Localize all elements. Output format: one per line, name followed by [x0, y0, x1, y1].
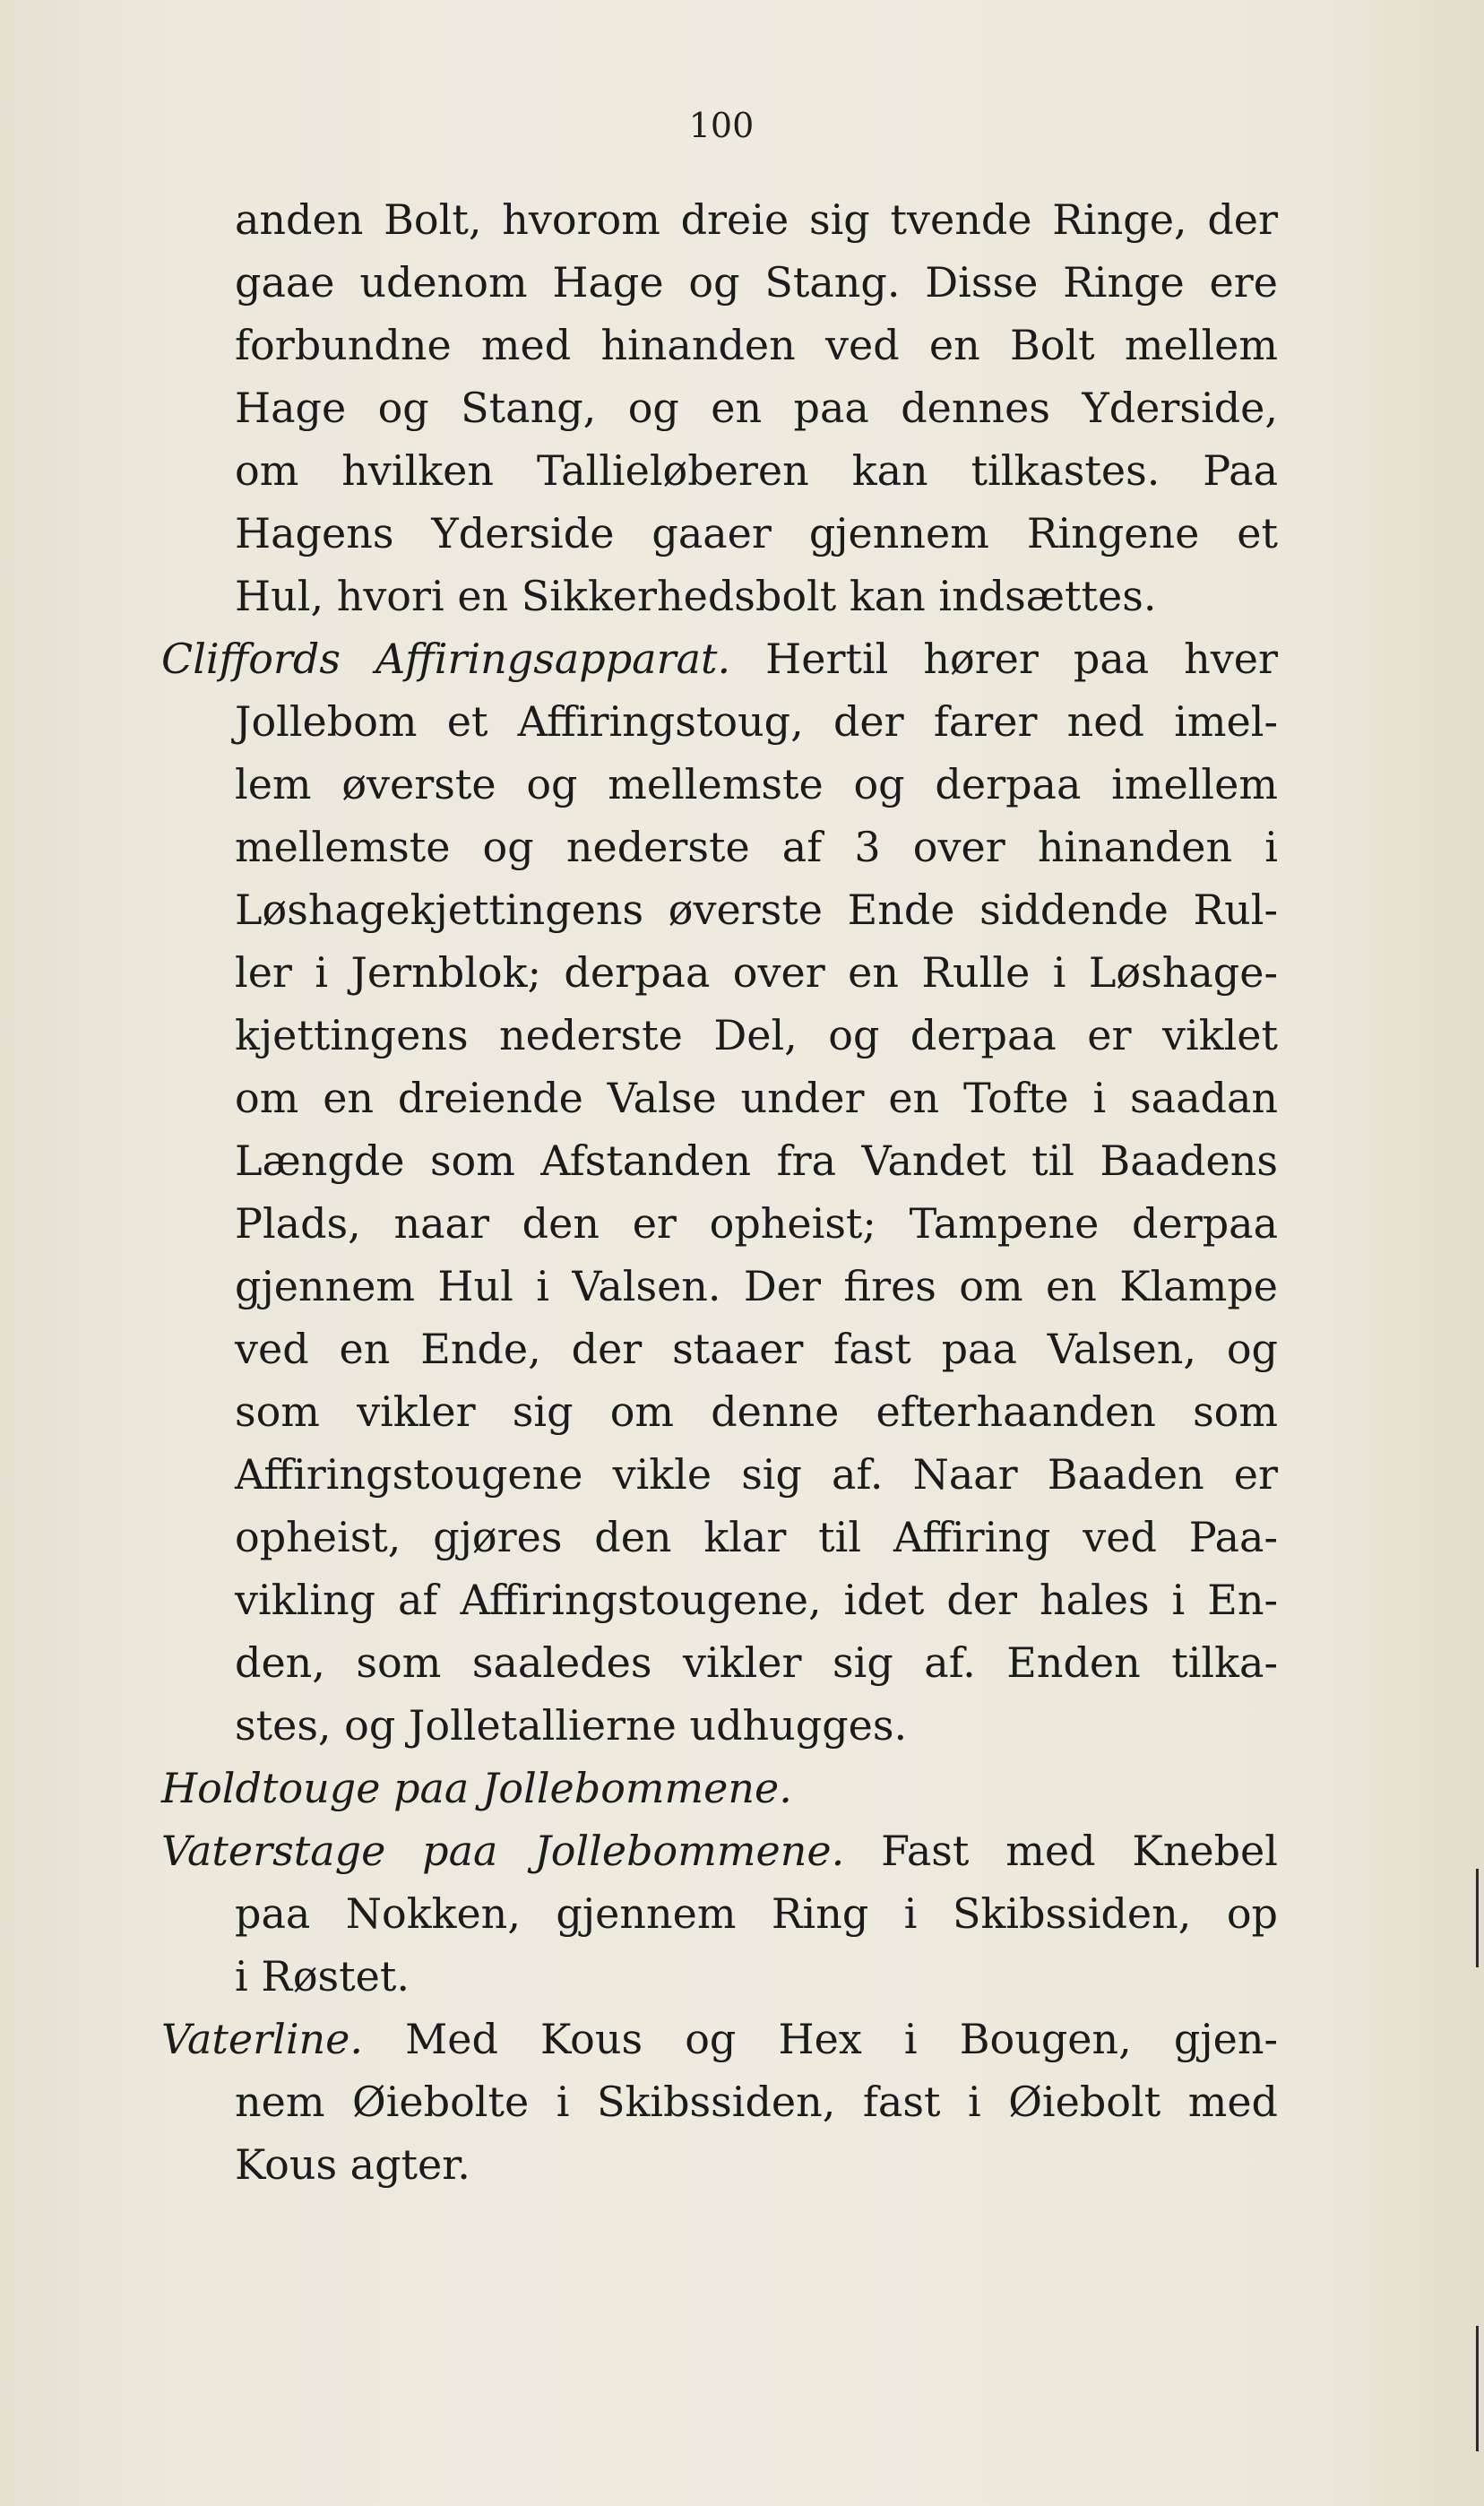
text-line: anden Bolt, hvorom dreie sig tvende Ringe, der	[235, 195, 1278, 244]
text-line: i Røstet.	[235, 1952, 410, 2000]
section-line: Cliffords Affiringsapparat. Hertil hører paa hver	[161, 635, 1278, 683]
text-line: paa Nokken, gjennem Ring i Skibssiden, op	[235, 1889, 1278, 1938]
text-line: Hage og Stang, og en paa dennes Yderside,	[235, 384, 1278, 432]
text-line: nem Øiebolte i Skibssiden, fast i Øiebolt med	[235, 2078, 1278, 2126]
text-line: som vikler sig om denne efterhaanden som	[235, 1387, 1278, 1436]
section-heading: Vaterstage paa Jollebommene.	[161, 1827, 845, 1875]
section-heading: Holdtouge paa Jollebommene.	[161, 1764, 792, 1812]
text-line: kjettingens nederste Del, og derpaa er viklet	[235, 1011, 1278, 1059]
text-line: Kous agter.	[235, 2140, 470, 2189]
text-line: Jollebom et Affiringstoug, der farer ned imel-	[235, 697, 1278, 746]
text-line: mellemste og nederste af 3 over hinanden i	[235, 823, 1278, 871]
text-line: vikling af Affiringstougene, idet der hales i En-	[235, 1576, 1278, 1624]
text-line: Løshagekjettingens øverste Ende siddende Rul-	[235, 886, 1278, 934]
text-line: ved en Ende, der staaer fast paa Valsen, og	[235, 1325, 1278, 1373]
text-line: om en dreiende Valse under en Tofte i saadan	[235, 1074, 1278, 1122]
section-heading: Vaterline.	[161, 2015, 364, 2063]
text-line: Længde som Afstanden fra Vandet til Baadens	[235, 1136, 1278, 1185]
text-line: Plads, naar den er opheist; Tampene derpaa	[235, 1199, 1278, 1248]
page-edge-mark	[1476, 1869, 1479, 1967]
page-number: 100	[688, 106, 755, 145]
section-line: Vaterline. Med Kous og Hex i Bougen, gjen-	[161, 2015, 1278, 2063]
text-line: gaae udenom Hage og Stang. Disse Ringe ere	[235, 258, 1278, 307]
section-line: Vaterstage paa Jollebommene. Fast med Knebel	[161, 1827, 1278, 1875]
section-heading: Cliffords Affiringsapparat.	[161, 635, 731, 683]
page-edge-mark	[1476, 2326, 1479, 2451]
text-line: Hul, hvori en Sikkerhedsbolt kan indsættes.	[235, 572, 1157, 620]
text-line: om hvilken Tallieløberen kan tilkastes. Paa	[235, 446, 1278, 495]
text-line: lem øverste og mellemste og derpaa imellem	[235, 760, 1278, 808]
section-line	[161, 1757, 1278, 1819]
text-line: den, som saaledes vikler sig af. Enden tilka-	[235, 1638, 1278, 1687]
text-line: stes, og Jolletallierne udhugges.	[235, 1701, 908, 1750]
text-line: Affiringstougene vikle sig af. Naar Baaden er	[235, 1450, 1278, 1499]
text-line: forbundne med hinanden ved en Bolt mellem	[235, 321, 1278, 369]
text-line: Hagens Yderside gaaer gjennem Ringene et	[235, 509, 1278, 557]
text-line: gjennem Hul i Valsen. Der fires om en Klampe	[235, 1262, 1278, 1310]
text-line: ler i Jernblok; derpaa over en Rulle i Løshage-	[235, 948, 1278, 997]
body-text	[161, 188, 1278, 2196]
text-line: opheist, gjøres den klar til Affiring ved Paa-	[235, 1513, 1278, 1561]
